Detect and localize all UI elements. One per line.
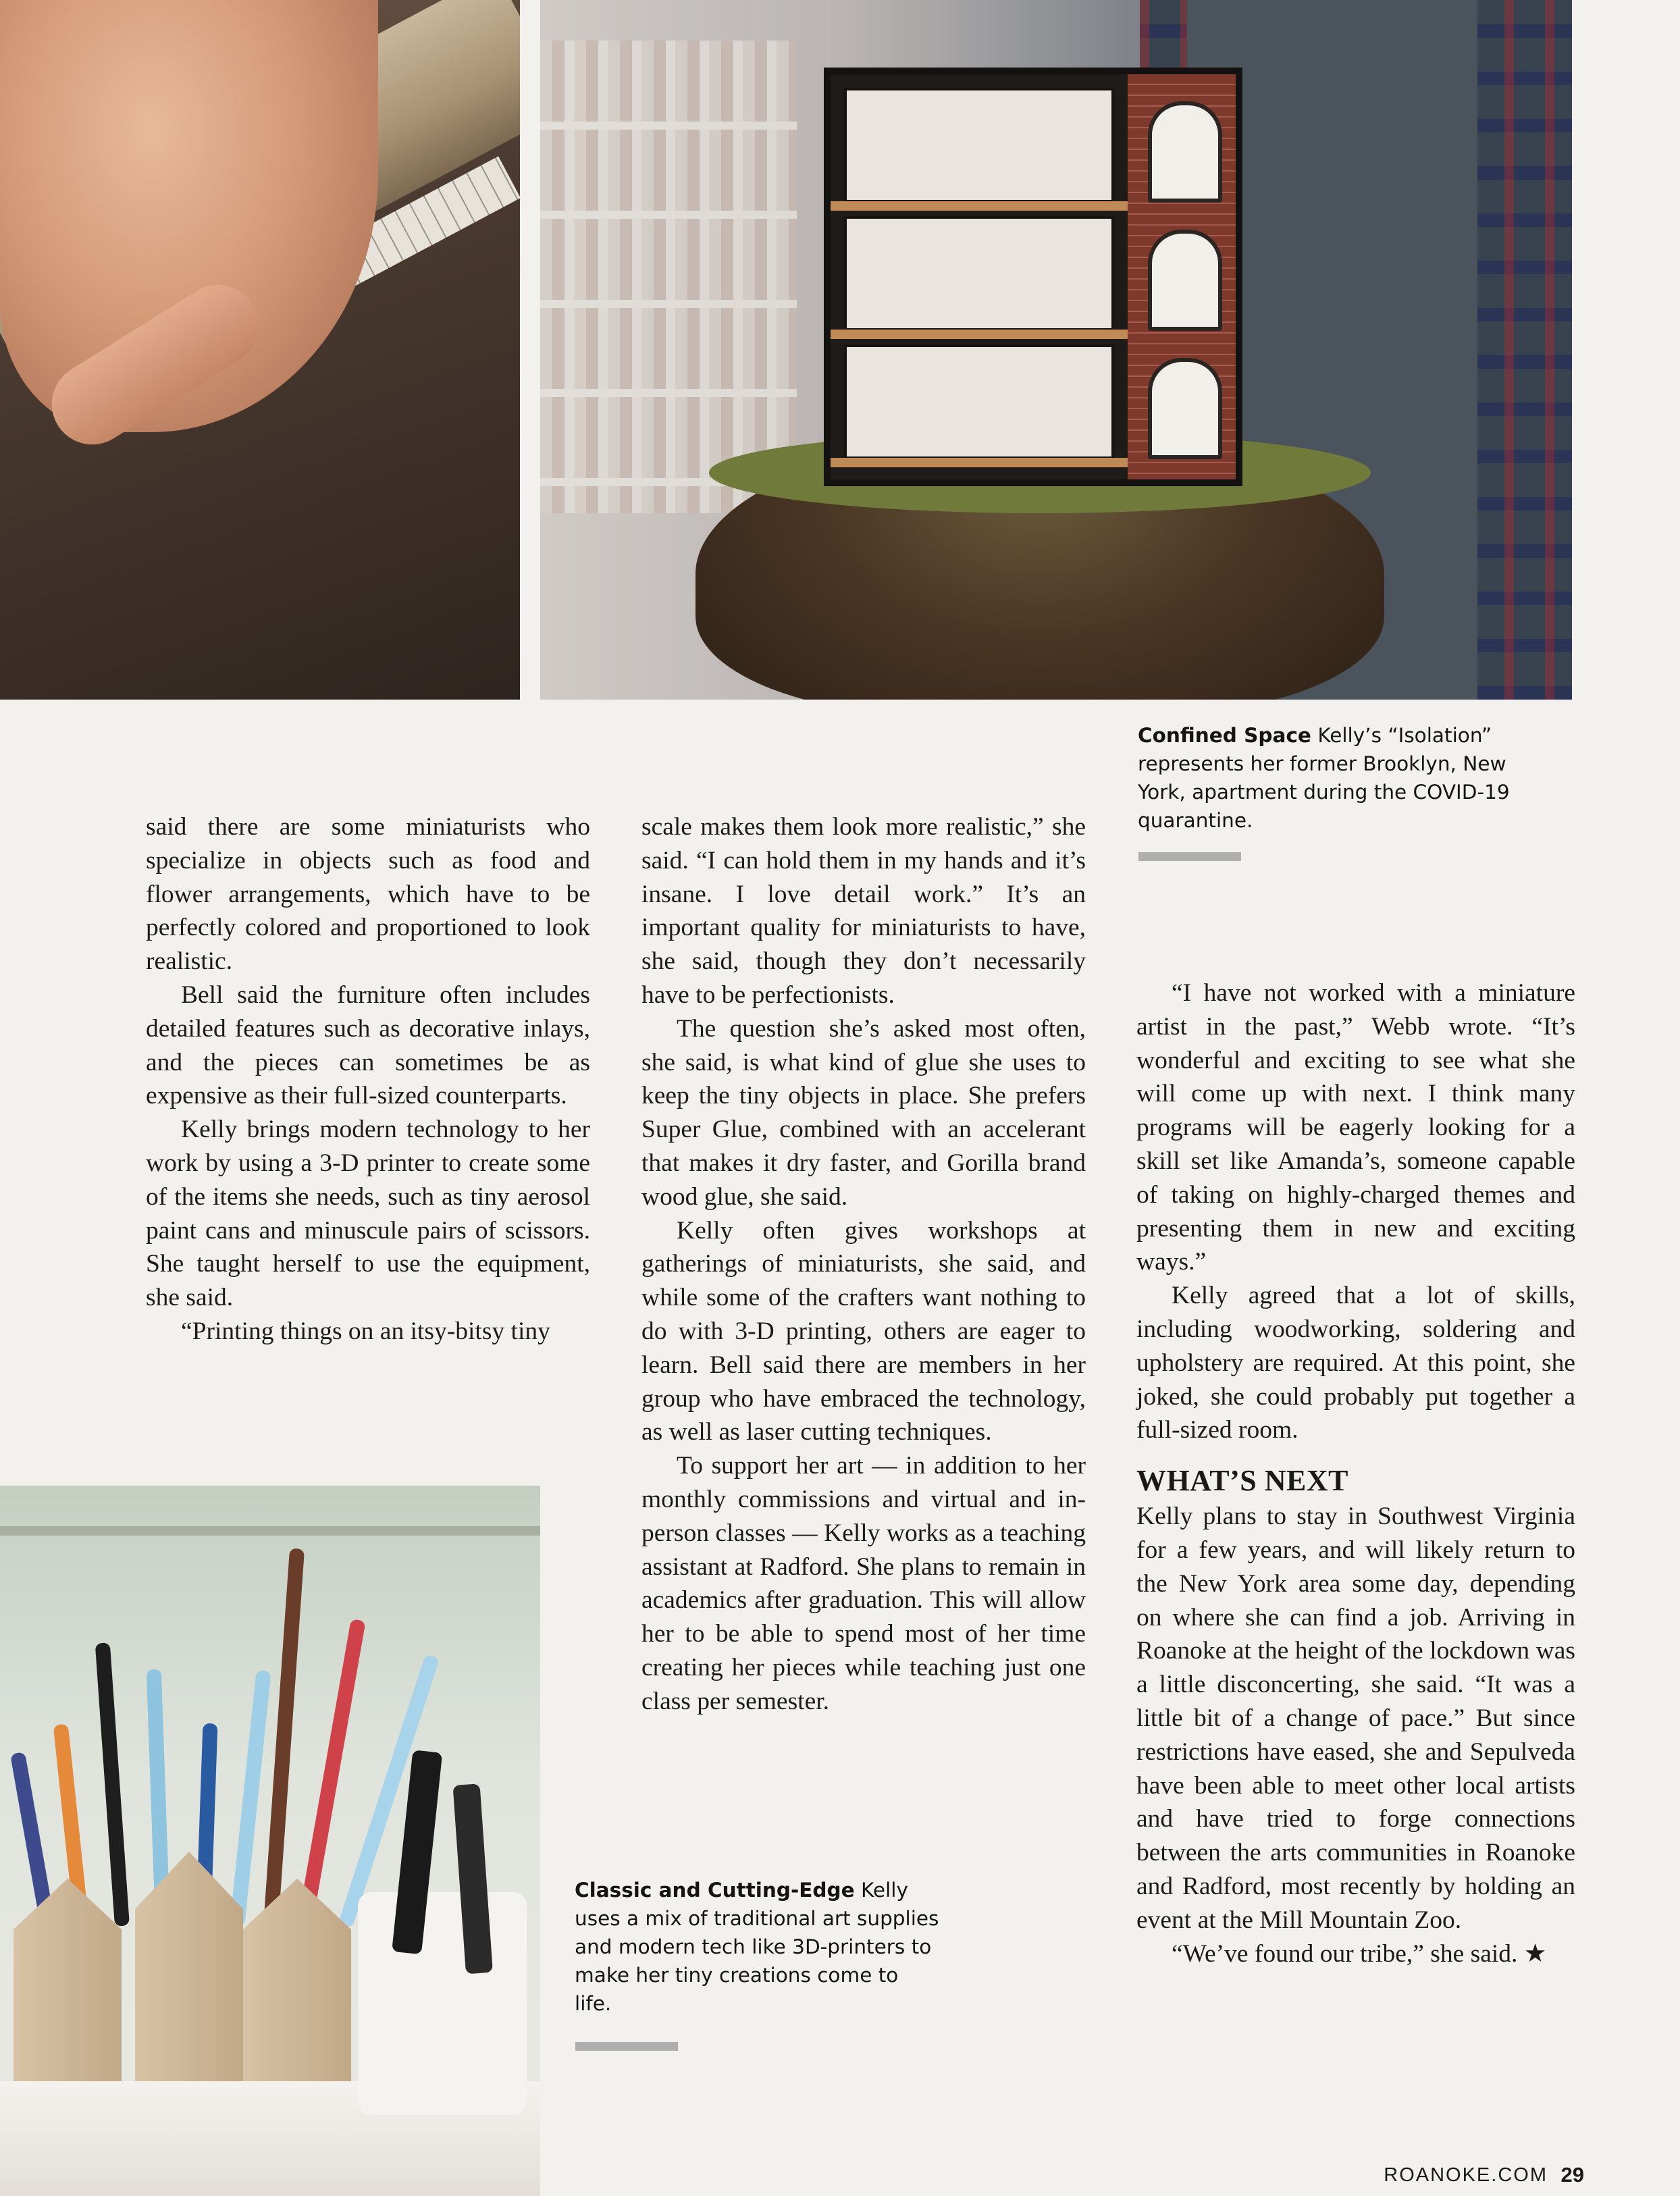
photo-room bbox=[844, 216, 1114, 331]
paragraph: scale makes them look more realistic,” she said. “I can hold them in my hands and it’s insane. I love detail work.” It’s an important quality for miniaturists to have, she said, though they don’t necessarily have to be perfectionists. bbox=[641, 813, 1086, 1009]
column-1 bbox=[146, 810, 590, 1349]
caption-pens-title: Classic and Cutting-Edge bbox=[575, 1879, 855, 1902]
page-number: 29 bbox=[1560, 2163, 1584, 2187]
photo-pen-holder bbox=[14, 1879, 122, 2081]
paragraph: To support her art — in addition to her monthly commissions and virtual and in-person classes — Kelly works as a teaching assistant at Radford. She plans to remain in academics after graduation. This will allow her to be able to spend most of her time creating her pieces while teaching just one class per semester. bbox=[641, 1452, 1086, 1715]
photo-pen-holder bbox=[243, 1879, 351, 2081]
column-2 bbox=[641, 810, 1086, 1719]
footer-site: ROANOKE.COM bbox=[1384, 2164, 1548, 2186]
photo-window-frame bbox=[0, 1526, 540, 1536]
paragraph: Bell said the furniture often includes detailed features such as decorative inlays, and the pieces can sometimes be as expensive as their full-sized counterparts. bbox=[146, 981, 590, 1110]
photo-pen bbox=[230, 1670, 271, 1927]
photo-pen-holder bbox=[135, 1852, 243, 2081]
photo-pen bbox=[95, 1642, 130, 1927]
paragraph: said there are some miniaturists who specialize in objects such as food and flower arrangements, which have to be perfectly colored and proportioned to look realistic. bbox=[146, 813, 590, 976]
photo-arched-window bbox=[1148, 101, 1222, 203]
paragraph: “We’ve found our tribe,” she said. ★ bbox=[1172, 1939, 1547, 1968]
photo-miniature-building bbox=[824, 68, 1242, 486]
paragraph: “I have not worked with a miniature artist in the past,” Webb wrote. “It’s wonderful and exciting to see what she will come up with next. I think many programs will be eagerly looking for a skill set like Amanda’s, someone capable of taking on highly-charged themes and presenting them in new and exciting ways.” bbox=[1136, 979, 1575, 1276]
caption-isolation bbox=[1138, 721, 1516, 835]
paragraph: Kelly agreed that a lot of skills, including woodworking, soldering and upholstery are required. At this point, she joked, she could probably put together a full-sized room. bbox=[1136, 1282, 1575, 1444]
caption-isolation-text: Kelly’s “Isolation” represents her former Brooklyn, New York, apartment during the COVID-19 quarantine. bbox=[1138, 724, 1510, 832]
photo-arched-window bbox=[1148, 230, 1222, 331]
photo-background-shelves bbox=[540, 41, 797, 513]
column-3 bbox=[1136, 976, 1575, 1970]
photo-pens-brushes bbox=[0, 1486, 540, 2196]
caption-pens bbox=[575, 1876, 939, 2018]
photo-room bbox=[844, 344, 1114, 459]
section-heading: WHAT’S NEXT bbox=[1136, 1464, 1348, 1498]
photo-hand-ruler bbox=[0, 0, 520, 700]
caption-pens-rule bbox=[575, 2042, 678, 2051]
paragraph: Kelly plans to stay in Southwest Virginia for a few years, and will likely return to the New York area some day, depending on where she can find a job. Arriving in Roanoke at the height of the lockdown was a little disconcerting, she said. “It was a little bit of a change of pace.” But since restrictions have eased, she and Sepulveda have been able to meet other local artists and have tried to forge connections between the arts communities in Roanoke and Radford, most recently by holding an event at the Mill Mountain Zoo. bbox=[1136, 1502, 1575, 1934]
paragraph: The question she’s asked most often, she said, is what kind of glue she uses to keep the tiny objects in place. She prefers Super Glue, combined with an accelerant that makes it dry faster, and Gorilla brand wood glue, she said. bbox=[641, 1014, 1086, 1211]
photo-room bbox=[844, 88, 1114, 203]
photo-brush bbox=[263, 1548, 305, 1927]
caption-isolation-rule bbox=[1138, 852, 1241, 861]
caption-isolation-title: Confined Space bbox=[1138, 724, 1311, 747]
photo-isolation-miniature bbox=[540, 0, 1572, 700]
paragraph: Kelly often gives workshops at gatherings of miniaturists, she said, and while some of the crafters want nothing to do with 3-D printing, others are eager to learn. Bell said there are members in her group who have embraced the technology, as well as laser cutting techniques. bbox=[641, 1216, 1086, 1446]
paragraph: Kelly brings modern technology to her work by using a 3-D printer to create some of the items she needs, such as tiny aerosol paint cans and minuscule pairs of scissors. She taught herself to use the equipment, she said. bbox=[146, 1116, 590, 1312]
photo-tool-stand bbox=[358, 1892, 527, 2115]
photo-arched-window bbox=[1148, 358, 1222, 459]
paragraph: “Printing things on an itsy-bitsy tiny bbox=[181, 1317, 550, 1345]
caption-pens-text: Kelly uses a mix of traditional art supplies and modern tech like 3D-printers to make her tiny creations come to life. bbox=[575, 1879, 939, 2015]
